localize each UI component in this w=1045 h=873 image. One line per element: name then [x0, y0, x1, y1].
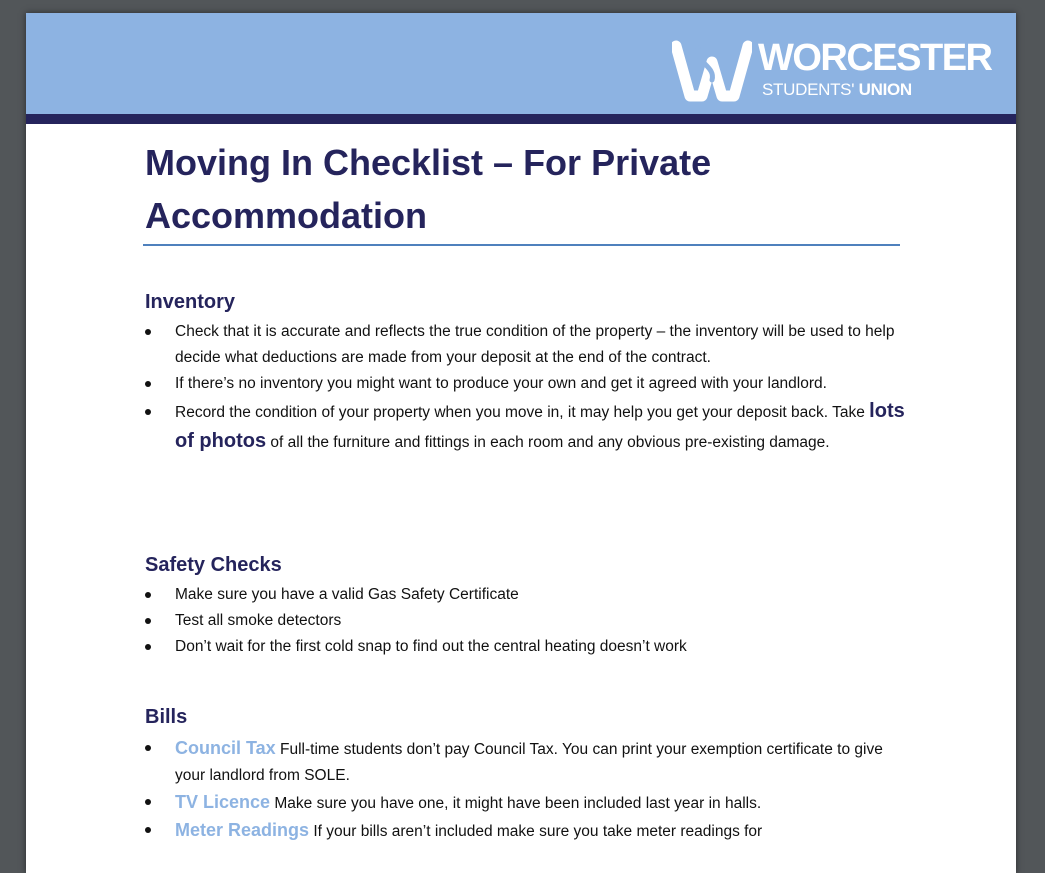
list-item	[145, 397, 905, 457]
list-item	[145, 371, 905, 397]
brand-wordmark: WORCESTER	[758, 37, 992, 79]
list-item-text: Test all smoke detectors	[175, 612, 342, 629]
bullet-icon	[145, 644, 151, 650]
bullet-icon	[145, 409, 151, 415]
brand-subtitle-regular: STUDENTS'	[762, 80, 855, 99]
list-item-text-before: Record the condition of your property when you move in, it may help you get your deposit back. Take	[175, 404, 865, 421]
meter-readings-link[interactable]: Meter Readings	[175, 820, 310, 840]
header-rule	[26, 114, 1016, 124]
list-item	[145, 735, 905, 789]
inventory-list	[145, 319, 905, 457]
title-underline	[143, 244, 900, 246]
list-item	[145, 634, 905, 660]
header-banner	[26, 13, 1016, 114]
list-item-text-after: of all the furniture and fittings in each room and any obvious pre-existing damage.	[270, 434, 830, 451]
brand-subtitle-bold: UNION	[858, 80, 912, 99]
list-item	[145, 582, 905, 608]
bullet-icon	[145, 592, 151, 598]
section-heading-bills: Bills	[145, 706, 188, 728]
list-item	[145, 789, 905, 817]
list-item-text: Make sure you have one, it might have been included last year in halls.	[274, 795, 762, 812]
list-item-text: Make sure you have a valid Gas Safety Certificate	[175, 586, 519, 603]
bullet-icon	[145, 745, 151, 751]
safety-list	[145, 582, 905, 660]
lots-of-photos-emphasis: lots of photos	[175, 400, 905, 452]
section-heading-safety-checks: Safety Checks	[145, 554, 282, 576]
list-item	[145, 319, 905, 371]
section-heading-inventory: Inventory	[145, 291, 236, 313]
council-tax-link[interactable]: Council Tax	[175, 738, 276, 758]
page-title-line1: Moving In Checklist – For Private	[145, 142, 712, 183]
bullet-icon	[145, 827, 151, 833]
bullet-icon	[145, 618, 151, 624]
page-title	[145, 136, 905, 242]
bullet-icon	[145, 381, 151, 387]
brand-subtitle	[762, 80, 912, 100]
list-item	[145, 608, 905, 634]
bullet-icon	[145, 329, 151, 335]
list-item-text: Don’t wait for the first cold snap to find out the central heating doesn’t work	[175, 638, 687, 655]
tv-licence-link[interactable]: TV Licence	[175, 792, 271, 812]
page-title-line2: Accommodation	[145, 195, 428, 236]
list-item-text: If your bills aren’t included make sure you take meter readings for	[313, 823, 763, 840]
worcester-su-logo	[672, 37, 1002, 102]
list-item-text: Check that it is accurate and reflects the true condition of the property – the inventory will be used to help decide what deductions are made from your deposit at the end of the contract.	[175, 323, 895, 366]
bullet-icon	[145, 799, 151, 805]
bills-list	[145, 735, 905, 845]
list-item-text: Full-time students don’t pay Council Tax. You can print your exemption certificate to give your landlord from SOLE.	[175, 741, 883, 784]
list-item-text: If there’s no inventory you might want to produce your own and get it agreed with your landlord.	[175, 375, 827, 392]
su-logo-mark-icon	[672, 40, 752, 102]
document-page	[26, 13, 1016, 873]
list-item	[145, 817, 905, 845]
